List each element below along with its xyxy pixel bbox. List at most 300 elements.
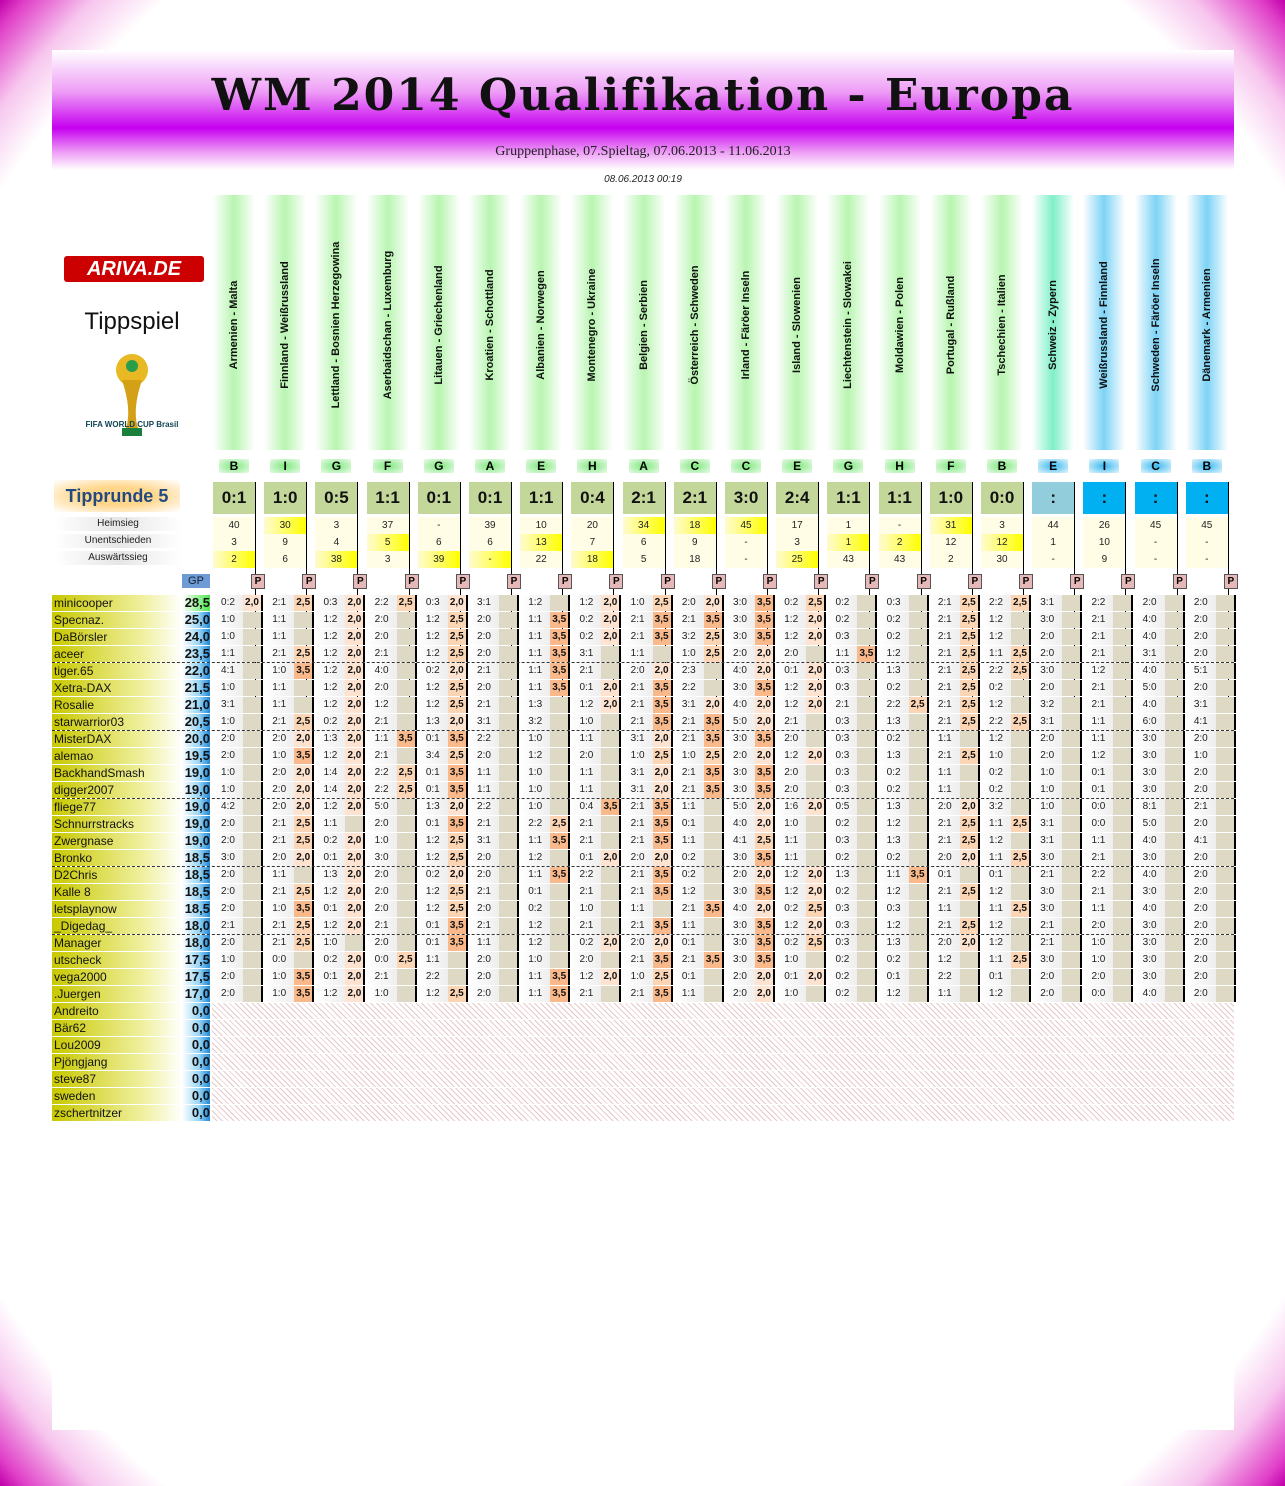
- tip-cell: [879, 884, 930, 900]
- tip-value: 2:1: [623, 952, 653, 968]
- column-divider: [1080, 782, 1082, 798]
- tip-points: 3,5: [448, 765, 466, 781]
- tip-value: 5:0: [367, 799, 397, 815]
- tip-value: 3:1: [1032, 833, 1062, 849]
- tip-value: 1:1: [1083, 731, 1113, 747]
- tip-value: 1:0: [213, 612, 243, 628]
- home-count: 37: [367, 517, 409, 534]
- tip-points: [909, 663, 927, 679]
- tip-cell: [264, 969, 315, 985]
- column-divider: [875, 918, 877, 934]
- tip-value: 1:1: [264, 697, 294, 713]
- tip-value: 1:0: [367, 986, 397, 1002]
- tip-value: 1:2: [315, 663, 345, 679]
- tip-value: 1:2: [1083, 663, 1113, 679]
- tip-points: [1165, 595, 1183, 611]
- tip-cell: [981, 714, 1032, 730]
- tip-points: [243, 731, 261, 747]
- tip-points: [857, 731, 875, 747]
- column-divider: [1183, 867, 1185, 883]
- tip-value: 2:0: [264, 731, 294, 747]
- tip-points: 3,5: [601, 799, 619, 815]
- tip-points: 2,5: [397, 952, 415, 968]
- tip-points: [960, 986, 978, 1002]
- table-row: [52, 765, 1234, 782]
- tip-cell: [930, 714, 981, 730]
- tip-points: 2,0: [448, 867, 466, 883]
- column-divider: [824, 782, 826, 798]
- tip-points: [1216, 680, 1234, 696]
- tip-cell: [725, 918, 776, 934]
- points-header: P: [609, 574, 623, 589]
- tip-value: 1:1: [469, 765, 499, 781]
- tip-points: 3,5: [653, 867, 671, 883]
- tip-cell: [264, 952, 315, 968]
- tip-cell: [264, 629, 315, 645]
- match-result: :: [1083, 482, 1125, 514]
- tip-cell: [930, 782, 981, 798]
- tip-value: 0:2: [827, 595, 857, 611]
- tip-value: 4:0: [1135, 663, 1165, 679]
- tip-points: [294, 952, 312, 968]
- away-count: -: [469, 551, 511, 568]
- tip-value: 1:1: [930, 731, 960, 747]
- tip-value: 0:1: [418, 782, 448, 798]
- column-divider: [1029, 595, 1031, 611]
- tip-cell: [930, 748, 981, 764]
- tip-cell: [827, 697, 878, 713]
- column-divider: [1029, 816, 1031, 832]
- tip-value: 2:0: [367, 867, 397, 883]
- tip-value: 2:0: [1186, 952, 1216, 968]
- tip-value: 2:0: [1186, 850, 1216, 866]
- tip-value: 4:1: [1186, 833, 1216, 849]
- column-divider: [568, 867, 570, 883]
- player-name: Andreito: [52, 1003, 182, 1019]
- tip-value: 1:1: [930, 986, 960, 1002]
- tip-cell: [827, 680, 878, 696]
- total-points: 0,0: [182, 1054, 210, 1070]
- tip-points: [243, 799, 261, 815]
- tip-cell: [571, 918, 622, 934]
- tip-value: 1:0: [213, 714, 243, 730]
- tip-value: 2:0: [1032, 748, 1062, 764]
- player-name: _Digedag_: [52, 918, 182, 934]
- table-row: [52, 816, 1234, 833]
- player-name: Manager: [52, 935, 182, 951]
- tip-value: 1:2: [315, 680, 345, 696]
- tip-value: 2:1: [571, 986, 601, 1002]
- home-count: 34: [623, 517, 665, 534]
- tip-cell: [879, 697, 930, 713]
- tip-value: 2:0: [213, 884, 243, 900]
- match-header: [469, 195, 511, 450]
- column-divider: [875, 935, 877, 951]
- column-divider: [261, 952, 263, 968]
- tip-cell: [367, 595, 418, 611]
- tip-points: 2,5: [397, 782, 415, 798]
- tip-value: 2:1: [1083, 612, 1113, 628]
- match-result: 2:1: [674, 482, 716, 514]
- player-name: Pjöngjang: [52, 1054, 182, 1070]
- tip-cell: [776, 697, 827, 713]
- tip-points: [601, 765, 619, 781]
- tip-points: 2,0: [960, 850, 978, 866]
- points-header: P: [1121, 574, 1135, 589]
- tip-value: 2:0: [213, 986, 243, 1002]
- tip-points: [601, 901, 619, 917]
- tip-value: 3:0: [1135, 918, 1165, 934]
- tip-points: [550, 952, 568, 968]
- tip-points: 2,5: [448, 697, 466, 713]
- tip-value: 2:2: [674, 680, 704, 696]
- match-header: [981, 195, 1023, 450]
- tip-value: 3:0: [725, 952, 755, 968]
- tip-value: 1:0: [1032, 765, 1062, 781]
- tip-cell: [879, 952, 930, 968]
- tippspiel-label: Tippspiel: [84, 308, 180, 335]
- tip-cell: [469, 697, 520, 713]
- column-divider: [619, 833, 621, 849]
- column-divider: [568, 663, 570, 679]
- tip-value: 2:0: [1186, 595, 1216, 611]
- tip-value: 1:0: [1083, 952, 1113, 968]
- tip-points: 3,5: [653, 884, 671, 900]
- tip-value: 1:2: [879, 646, 909, 662]
- total-points: 0,0: [182, 1003, 210, 1019]
- tip-points: 2,5: [960, 595, 978, 611]
- tip-cell: [1083, 595, 1134, 611]
- column-divider: [466, 663, 468, 679]
- draw-count: 6: [469, 534, 511, 551]
- column-divider: [927, 986, 929, 1002]
- tip-value: 2:1: [1083, 884, 1113, 900]
- column-divider: [773, 629, 775, 645]
- tip-points: [243, 748, 261, 764]
- tip-points: [345, 816, 363, 832]
- tip-cell: [1032, 799, 1083, 815]
- column-divider: [1029, 867, 1031, 883]
- tip-cell: [930, 629, 981, 645]
- tip-value: 4:1: [1186, 714, 1216, 730]
- tip-value: 2:2: [981, 714, 1011, 730]
- match-result: 0:5: [315, 482, 357, 514]
- tip-value: 0:2: [981, 782, 1011, 798]
- tip-cell: [827, 918, 878, 934]
- tip-points: [1165, 765, 1183, 781]
- tip-value: 2:2: [571, 867, 601, 883]
- tip-cell: [827, 612, 878, 628]
- column-divider: [363, 816, 365, 832]
- tip-value: 0:0: [264, 952, 294, 968]
- column-divider: [312, 697, 314, 713]
- tip-cell: [1032, 986, 1083, 1002]
- tip-points: [1165, 816, 1183, 832]
- column-divider: [824, 663, 826, 679]
- tip-value: 0:1: [315, 969, 345, 985]
- tip-cell: [315, 816, 366, 832]
- tip-cell: [571, 612, 622, 628]
- tip-cell: [520, 799, 571, 815]
- tip-points: [653, 901, 671, 917]
- tip-value: 4:0: [725, 901, 755, 917]
- column-divider: [466, 731, 468, 747]
- tip-points: 2,5: [960, 663, 978, 679]
- tip-points: [499, 595, 517, 611]
- tip-cell: [1032, 748, 1083, 764]
- column-divider: [1029, 697, 1031, 713]
- tip-points: [1113, 697, 1131, 713]
- tip-cell: [1032, 595, 1083, 611]
- column-divider: [466, 595, 468, 611]
- column-divider: [1183, 612, 1185, 628]
- tip-points: [550, 918, 568, 934]
- tip-value: 2:1: [930, 816, 960, 832]
- tip-value: 0:2: [879, 731, 909, 747]
- tip-cell: [930, 969, 981, 985]
- away-count: 2: [930, 551, 972, 568]
- draw-count: 6: [418, 534, 460, 551]
- table-row: [52, 833, 1234, 850]
- tip-cell: [367, 646, 418, 662]
- column-divider: [978, 765, 980, 781]
- page-title: WM 2014 Qualifikation - Europa: [211, 70, 1075, 121]
- column-divider: [927, 884, 929, 900]
- tip-points: [1216, 850, 1234, 866]
- tip-cell: [469, 918, 520, 934]
- column-divider: [773, 799, 775, 815]
- tip-value: 1:0: [776, 986, 806, 1002]
- column-divider: [261, 816, 263, 832]
- column-divider: [466, 799, 468, 815]
- tip-points: [1216, 714, 1234, 730]
- tip-value: 2:0: [264, 782, 294, 798]
- tip-value: 3:0: [1032, 663, 1062, 679]
- tip-points: 3,5: [909, 867, 927, 883]
- points-header: P: [968, 574, 982, 589]
- match-header: [930, 195, 972, 450]
- tip-cell: [1032, 731, 1083, 747]
- column-divider: [568, 935, 570, 951]
- column-divider: [1029, 901, 1031, 917]
- tip-value: 1:3: [315, 867, 345, 883]
- tip-points: [1216, 629, 1234, 645]
- column-divider: [1183, 884, 1185, 900]
- column-divider: [415, 918, 417, 934]
- column-divider: [671, 867, 673, 883]
- tip-cell: [776, 799, 827, 815]
- match-header: [776, 195, 818, 450]
- tip-cell: [674, 663, 725, 679]
- table-row: [52, 646, 1234, 663]
- tip-cell: [418, 663, 469, 679]
- tip-value: 1:2: [981, 612, 1011, 628]
- tip-points: [909, 731, 927, 747]
- tip-points: [857, 680, 875, 696]
- column-divider: [415, 680, 417, 696]
- tip-points: [704, 884, 722, 900]
- column-divider: [363, 782, 365, 798]
- tip-points: 2,5: [448, 833, 466, 849]
- match-name: Belgien - Serbien: [637, 280, 650, 370]
- tip-points: 2,0: [960, 799, 978, 815]
- tip-value: 0:2: [981, 765, 1011, 781]
- group-badge: A: [629, 459, 659, 473]
- home-count: -: [418, 517, 460, 534]
- tip-cell: [674, 935, 725, 951]
- tip-value: 5:0: [725, 799, 755, 815]
- column-divider: [312, 731, 314, 747]
- no-tips-hatch: [212, 1037, 1234, 1053]
- tip-value: 2:0: [571, 748, 601, 764]
- group-badge: C: [1141, 459, 1171, 473]
- home-count: 40: [213, 517, 255, 534]
- column-divider: [824, 833, 826, 849]
- column-divider: [363, 714, 365, 730]
- column-divider: [927, 782, 929, 798]
- total-points: 17,5: [182, 952, 210, 968]
- tip-value: 1:1: [674, 918, 704, 934]
- tip-points: 3,5: [653, 816, 671, 832]
- points-header: P: [405, 574, 419, 589]
- tip-value: 1:2: [418, 850, 448, 866]
- tip-points: 2,0: [806, 867, 824, 883]
- column-divider: [1080, 697, 1082, 713]
- tip-cell: [879, 765, 930, 781]
- column-divider: [722, 714, 724, 730]
- total-points: 18,5: [182, 884, 210, 900]
- tip-points: 3,5: [857, 646, 875, 662]
- column-divider: [1183, 646, 1185, 662]
- tip-value: 4:1: [725, 833, 755, 849]
- tip-points: [1113, 935, 1131, 951]
- tip-cell: [418, 731, 469, 747]
- tip-points: [1011, 884, 1029, 900]
- tip-value: 3:0: [1135, 952, 1165, 968]
- tip-cell: [213, 595, 264, 611]
- tip-value: 2:2: [981, 595, 1011, 611]
- column-divider: [1029, 833, 1031, 849]
- draw-count: 2: [879, 534, 921, 551]
- column-divider: [671, 952, 673, 968]
- tip-value: 1:1: [520, 663, 550, 679]
- tip-cell: [674, 646, 725, 662]
- player-name: Specnaz.: [52, 612, 182, 628]
- tip-points: 2,0: [755, 986, 773, 1002]
- tip-value: 2:1: [930, 680, 960, 696]
- tip-value: 1:1: [930, 901, 960, 917]
- tip-value: 3:2: [520, 714, 550, 730]
- tip-value: 2:0: [1186, 867, 1216, 883]
- tip-cell: [623, 969, 674, 985]
- tip-points: [909, 629, 927, 645]
- column-divider: [261, 646, 263, 662]
- tip-points: 2,5: [1011, 646, 1029, 662]
- column-divider: [619, 697, 621, 713]
- tip-points: [397, 697, 415, 713]
- tip-cell: [879, 969, 930, 985]
- column-divider: [1080, 901, 1082, 917]
- tip-value: 1:2: [776, 629, 806, 645]
- total-points: 28,5: [182, 595, 210, 611]
- tip-cell: [776, 612, 827, 628]
- column-divider: [517, 731, 519, 747]
- column-divider: [312, 680, 314, 696]
- column-divider: [773, 612, 775, 628]
- tip-points: [806, 986, 824, 1002]
- tip-value: 3:0: [1032, 884, 1062, 900]
- column-divider: [568, 714, 570, 730]
- tip-cell: [1135, 850, 1186, 866]
- tip-cell: [623, 986, 674, 1002]
- tip-value: 3:0: [725, 612, 755, 628]
- tip-points: [499, 884, 517, 900]
- tip-points: 2,0: [806, 629, 824, 645]
- tip-points: [704, 986, 722, 1002]
- group-badge: F: [936, 459, 966, 473]
- tip-cell: [520, 629, 571, 645]
- tip-value: 1:1: [469, 782, 499, 798]
- tip-value: 2:0: [1186, 884, 1216, 900]
- tip-cell: [623, 714, 674, 730]
- column-divider: [824, 884, 826, 900]
- tip-points: 3,5: [448, 918, 466, 934]
- column-divider: [773, 952, 775, 968]
- tip-points: [909, 833, 927, 849]
- tip-points: 2,5: [909, 697, 927, 713]
- tip-cell: [981, 935, 1032, 951]
- tip-value: 4:0: [1135, 833, 1165, 849]
- tip-cell: [264, 816, 315, 832]
- points-header: P: [712, 574, 726, 589]
- tip-value: 1:1: [418, 952, 448, 968]
- away-count: 43: [879, 551, 921, 568]
- tip-points: 2,5: [960, 629, 978, 645]
- tip-cell: [674, 986, 725, 1002]
- tip-cell: [520, 969, 571, 985]
- tip-cell: [520, 765, 571, 781]
- tip-points: [909, 850, 927, 866]
- tip-points: [243, 850, 261, 866]
- tip-points: 2,5: [653, 748, 671, 764]
- column-divider: [517, 867, 519, 883]
- tip-value: 2:0: [1186, 816, 1216, 832]
- tip-cell: [571, 595, 622, 611]
- tip-value: 1:2: [879, 986, 909, 1002]
- tip-points: 3,5: [755, 680, 773, 696]
- tip-cell: [879, 918, 930, 934]
- tip-cell: [1032, 952, 1083, 968]
- tip-value: 0:1: [315, 850, 345, 866]
- tip-cell: [623, 782, 674, 798]
- tip-cell: [1186, 884, 1237, 900]
- tip-points: [1113, 833, 1131, 849]
- column-divider: [261, 850, 263, 866]
- tip-cell: [1135, 595, 1186, 611]
- column-divider: [722, 646, 724, 662]
- tip-cell: [879, 816, 930, 832]
- tip-cell: [571, 714, 622, 730]
- tip-value: 3:0: [1135, 748, 1165, 764]
- tip-cell: [623, 884, 674, 900]
- tip-value: 1:0: [623, 748, 653, 764]
- column-divider: [875, 799, 877, 815]
- tip-value: 2:1: [930, 918, 960, 934]
- tip-points: [1165, 612, 1183, 628]
- tip-points: 2,5: [1011, 952, 1029, 968]
- tip-points: 2,0: [755, 816, 773, 832]
- tip-cell: [213, 612, 264, 628]
